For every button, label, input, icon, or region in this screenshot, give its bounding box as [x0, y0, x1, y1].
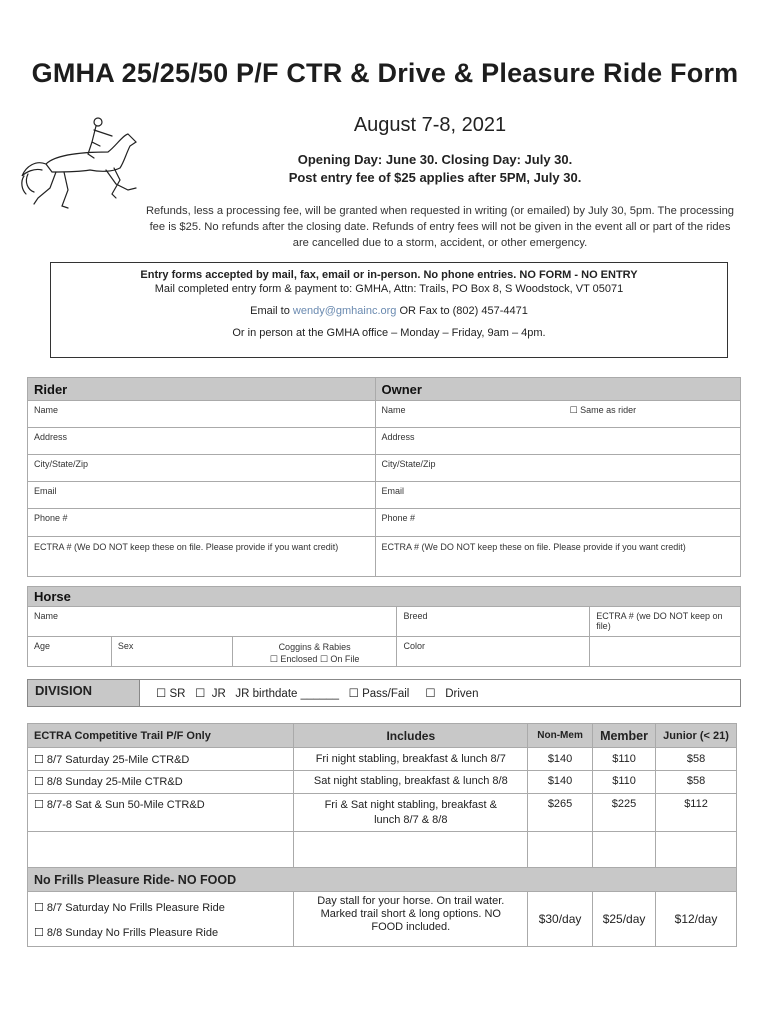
ectra-row-1-label[interactable]: ☐ 8/7 Saturday 25-Mile CTR&D: [28, 748, 294, 771]
ectra-row-2-member: $110: [593, 771, 656, 794]
ectra-row-2-junior: $58: [656, 771, 737, 794]
same-as-rider-checkbox[interactable]: ☐ Same as rider: [569, 405, 637, 415]
pleasure-row-1-label[interactable]: ☐ 8/7 Saturday No Frills Pleasure Ride: [34, 902, 225, 914]
email-link[interactable]: wendy@gmhainc.org: [292, 305, 397, 317]
rider-city-field[interactable]: City/State/Zip: [28, 455, 376, 482]
owner-city-field[interactable]: City/State/Zip: [375, 455, 741, 482]
ectra-row-1-junior: $58: [656, 748, 737, 771]
rider-email-field[interactable]: Email: [28, 482, 376, 509]
horse-color-field[interactable]: Color: [397, 637, 590, 667]
rider-owner-table: [27, 377, 741, 577]
event-date: August 7-8, 2021: [353, 114, 507, 136]
pleasure-junior: $12/day: [656, 892, 737, 947]
pleasure-includes: Day stall for your horse. On trail water. Marked trail short & long options. NO FOOD included.: [294, 892, 528, 947]
rider-name-field[interactable]: Name: [28, 401, 376, 428]
owner-name-field[interactable]: Name ☐ Same as rider: [375, 401, 741, 428]
division-row: [27, 679, 741, 707]
opening-line-2: Post entry fee of $25 applies after 5PM, July 30.: [288, 170, 582, 185]
junior-header: Junior (< 21): [656, 724, 737, 748]
horse-name-field[interactable]: Name: [28, 607, 397, 637]
fax-text: OR Fax to (802) 457-4471: [396, 305, 528, 317]
horse-breed-field[interactable]: Breed: [397, 607, 590, 637]
member-header: Member: [593, 724, 656, 748]
coggins-checkboxes[interactable]: ☐ Enclosed ☐ On File: [269, 654, 360, 664]
entry-line-2: Mail completed entry form & payment to: GMHA, Attn: Trails, PO Box 8, S Woodstock, VT 05071: [154, 283, 624, 295]
horse-ectra-field[interactable]: ECTRA # (we DO NOT keep on file): [590, 607, 741, 637]
owner-address-field[interactable]: Address: [375, 428, 741, 455]
horse-sex-field[interactable]: Sex: [111, 637, 232, 667]
entry-line-3: [51, 305, 727, 317]
owner-email-field[interactable]: Email: [375, 482, 741, 509]
ectra-blank-cell-2: [294, 832, 528, 868]
rider-ectra-field[interactable]: ECTRA # (We DO NOT keep these on file. Please provide if you want credit): [28, 537, 376, 577]
ectra-row-1-nonmem: $140: [528, 748, 593, 771]
entry-instructions-box: [50, 262, 728, 358]
horse-empty-cell: [590, 637, 741, 667]
ectra-row-3-label[interactable]: ☐ 8/7-8 Sat & Sun 50-Mile CTR&D: [28, 794, 294, 832]
ectra-row-2-includes: Sat night stabling, breakfast & lunch 8/8: [294, 771, 528, 794]
email-prefix: Email to: [250, 305, 293, 317]
ectra-row-1-includes: Fri night stabling, breakfast & lunch 8/7: [294, 748, 528, 771]
pleasure-nonmem: $30/day: [528, 892, 593, 947]
ectra-row-3-includes: Fri & Sat night stabling, breakfast & lunch 8/7 & 8/8: [294, 794, 528, 832]
horse-age-field[interactable]: Age: [28, 637, 112, 667]
pleasure-member: $25/day: [593, 892, 656, 947]
pleasure-header: No Frills Pleasure Ride- NO FOOD: [28, 868, 737, 892]
form-title: GMHA 25/25/50 P/F CTR & Drive & Pleasure Ride Form: [31, 58, 739, 88]
owner-ectra-field[interactable]: ECTRA # (We DO NOT keep these on file. Please provide if you want credit): [375, 537, 741, 577]
ectra-pricing-table: [27, 723, 737, 947]
rider-address-field[interactable]: Address: [28, 428, 376, 455]
ectra-header: ECTRA Competitive Trail P/F Only: [28, 724, 294, 748]
opening-closing-info: [110, 151, 760, 187]
includes-header: Includes: [294, 724, 528, 748]
nonmem-header: Non-Mem: [528, 724, 593, 748]
ectra-row-2-label[interactable]: ☐ 8/8 Sunday 25-Mile CTR&D: [28, 771, 294, 794]
ectra-row-3-junior: $112: [656, 794, 737, 832]
ectra-row-1-member: $110: [593, 748, 656, 771]
ectra-row-3-member: $225: [593, 794, 656, 832]
horse-table: [27, 586, 741, 667]
ectra-blank-cell-3: [528, 832, 593, 868]
ectra-row-3-nonmem: $265: [528, 794, 593, 832]
division-options[interactable]: ☐ SR ☐ JR JR birthdate ______ ☐ Pass/Fail ☐ Driven: [156, 688, 479, 700]
entry-line-4: Or in person at the GMHA office – Monday – Friday, 9am – 4pm.: [232, 327, 546, 339]
refund-policy: Refunds, less a processing fee, will be granted when requested in writing (or emailed) by July 30, 5pm. The processing fee is $25. No refunds after the closing date. Refunds of entry fees will not be given in the event all or part of the rides are cancelled due to a storm, accident, or other emergency.: [145, 205, 735, 249]
division-label: DIVISION: [28, 680, 140, 706]
rider-header: Rider: [28, 378, 376, 401]
horse-header: Horse: [28, 587, 741, 607]
ectra-blank-cell-4: [593, 832, 656, 868]
ectra-blank-cell-5: [656, 832, 737, 868]
pleasure-row-2-label[interactable]: ☐ 8/8 Sunday No Frills Pleasure Ride: [34, 927, 219, 939]
ectra-row-2-nonmem: $140: [528, 771, 593, 794]
rider-phone-field[interactable]: Phone #: [28, 509, 376, 537]
pleasure-options: [28, 892, 294, 947]
coggins-field[interactable]: Coggins & Rabies ☐ Enclosed ☐ On File: [232, 637, 397, 667]
opening-line-1: Opening Day: June 30. Closing Day: July 30.: [297, 152, 573, 167]
ectra-blank-cell-1: [28, 832, 294, 868]
owner-phone-field[interactable]: Phone #: [375, 509, 741, 537]
entry-line-1: Entry forms accepted by mail, fax, email or in-person. No phone entries. NO FORM - NO ENTRY: [140, 269, 638, 281]
owner-header: Owner: [375, 378, 741, 401]
